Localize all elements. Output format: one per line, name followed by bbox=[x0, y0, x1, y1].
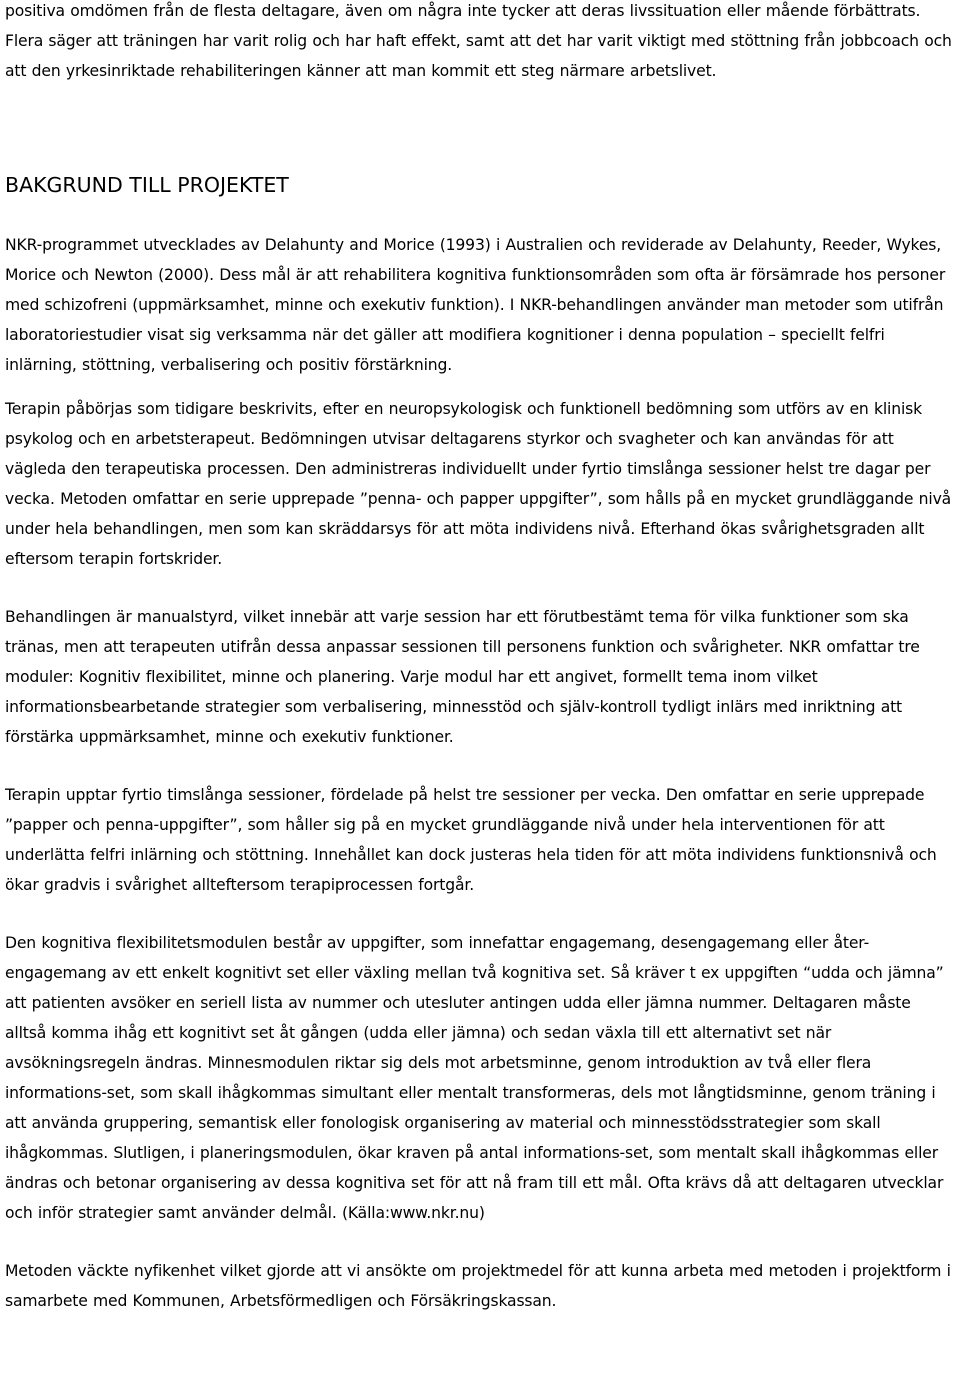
body-paragraph-3: Behandlingen är manualstyrd, vilket innebär att varje session har ett förutbestämt tema för vilka funktioner som ska tränas, men att terapeuten utifrån dessa anpassar sessionen till personens funktion och svårigheter. NKR omfattar tre moduler: Kognitiv flexibilitet, minne och planering. Varje modul har ett angivet, formellt tema inom vilket informationsbearbetande strategier som verbalisering, minnesstöd och själv-kontroll tydligt inlärs med inriktning att förstärka uppmärksamhet, minne och exekutiv funktioner. bbox=[5, 608, 920, 746]
body-paragraph-1: NKR-programmet utvecklades av Delahunty and Morice (1993) i Australien och reviderade av Delahunty, Reeder, Wykes, Morice och Newton (2000). Dess mål är att rehabilitera kognitiva funktionsområden som ofta är försämrade hos personer med schizofreni (uppmärksamhet, minne och exekutiv funktion). I NKR-behandlingen använder man metoder som utifrån laboratoriestudier visat sig verksamma när det gäller att modifiera kognitioner i denna population – speciellt felfri inlärning, stöttning, verbalisering och positiv förstärkning. bbox=[5, 236, 946, 374]
intro-paragraph: positiva omdömen från de flesta deltagare, även om några inte tycker att deras livssituation eller mående förbättrats. Flera säger att träningen har varit rolig och har haft effekt, samt att det har varit viktigt med stöttning från jobbcoach och att den yrkesinriktade rehabiliteringen känner att man kommit ett steg närmare arbetslivet. bbox=[5, 2, 952, 80]
body-paragraph-6: Metoden väckte nyfikenhet vilket gjorde att vi ansökte om projektmedel för att kunna arbeta med metoden i projektform i samarbete med Kommunen, Arbetsförmedligen och Försäkringskassan. bbox=[5, 1262, 951, 1310]
section-heading: BAKGRUND TILL PROJEKTET bbox=[5, 173, 289, 197]
body-paragraph-2: Terapin påbörjas som tidigare beskrivits, efter en neuropsykologisk och funktionell bedömning som utförs av en klinisk psykolog och en arbetsterapeut. Bedömningen utvisar deltagarens styrkor och svagheter och kan användas för att vägleda den terapeutiska processen. Den administreras individuellt under fyrtio timslånga sessioner helst tre dagar per vecka. Metoden omfattar en serie upprepade ”penna- och papper uppgifter”, som hålls på en mycket grundläggande nivå under hela behandlingen, men som kan skräddarsys för att möta individens nivå. Efterhand ökas svårighetsgraden allt eftersom terapin fortskrider. bbox=[5, 400, 952, 568]
body-paragraph-5: Den kognitiva flexibilitetsmodulen består av uppgifter, som innefattar engagemang, desengagemang eller åter-engagemang av ett enkelt kognitivt set eller växling mellan två kognitiva set. Så kräver t ex uppgiften “udda och jämna” att patienten avsöker en seriell lista av nummer och utesluter antingen udda eller jämna nummer. Deltagaren måste alltså komma ihåg ett kognitivt set åt gången (udda eller jämna) och sedan växla till ett alternativt set när avsökningsregeln ändras. Minnesmodulen riktar sig dels mot arbetsminne, genom introduktion av två eller flera informations-set, som skall ihågkommas simultant eller mentalt transformeras, dels mot långtidsminne, genom träning i att använda gruppering, semantisk eller fonologisk organisering av material och minnesstödsstrategier som skall ihågkommas. Slutligen, i planeringsmodulen, ökar kraven på antal informations-set, som mentalt skall ihågkommas eller ändras och betonar organisering av dessa kognitiva set för att nå fram till ett mål. Ofta krävs då att deltagaren utvecklar och inför strategier samt använder delmål. (Källa:www.nkr.nu) bbox=[5, 934, 944, 1222]
body-paragraph-4: Terapin upptar fyrtio timslånga sessioner, fördelade på helst tre sessioner per vecka. Den omfattar en serie upprepade ”papper och penna-uppgifter”, som håller sig på en mycket grundläggande nivå under hela interventionen för att underlätta felfri inlärning och stöttning. Innehållet kan dock justeras hela tiden för att möta individens funktionsnivå och ökar gradvis i svårighet allteftersom terapiprocessen fortgår. bbox=[5, 786, 937, 894]
document-page bbox=[5, 0, 955, 1316]
